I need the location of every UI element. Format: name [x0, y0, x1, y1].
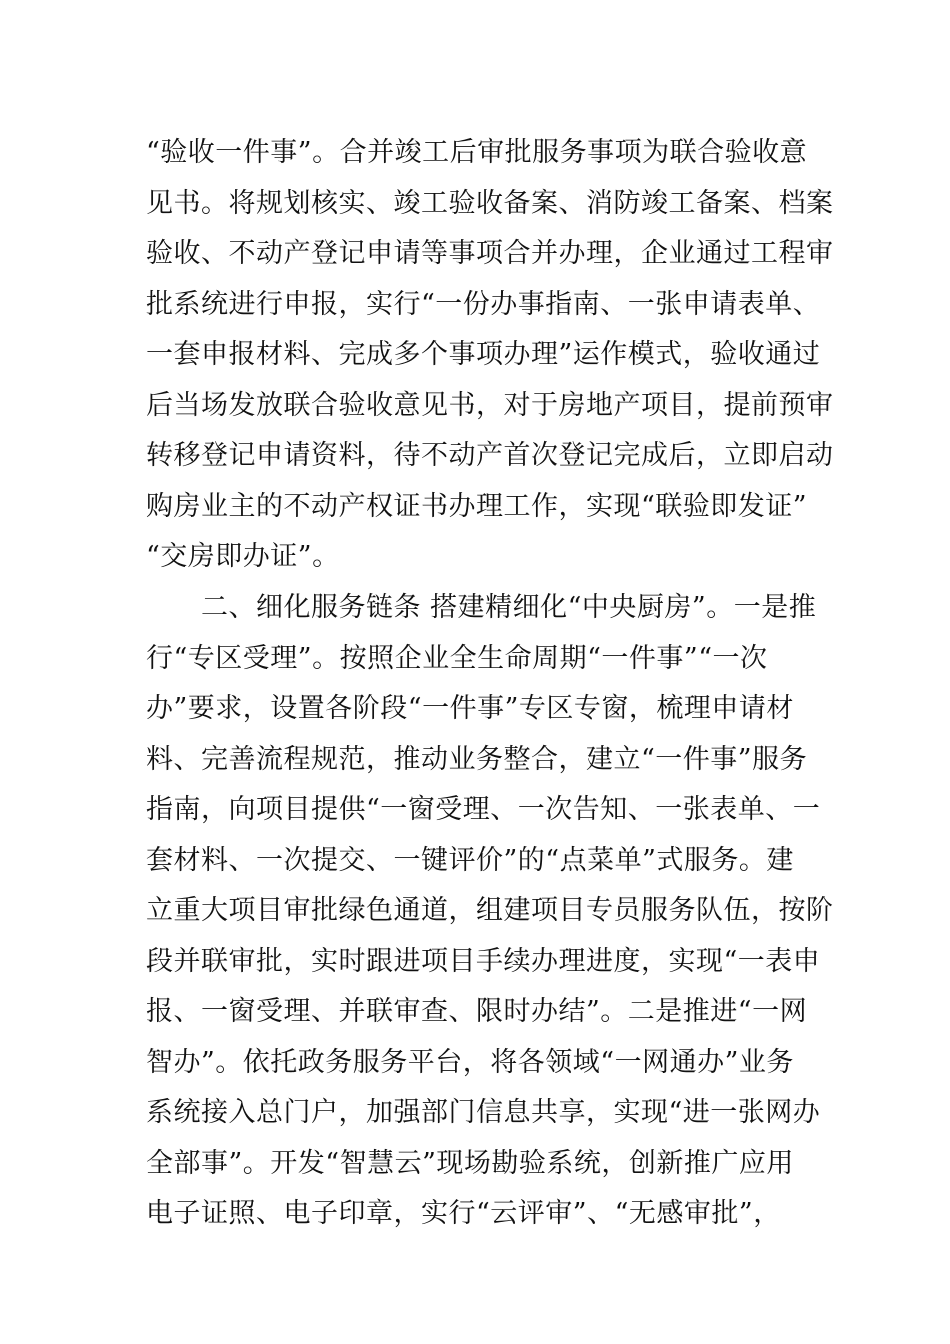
text-line: 系统接入总门户，加强部门信息共享，实现“进一张网办	[146, 1097, 821, 1128]
paragraph-continuation	[146, 128, 834, 583]
text-line: 电子证照、电子印章，实行“云评审”、“无感审批”，	[146, 1198, 781, 1229]
text-line: 验收、不动产登记申请等事项合并办理，企业通过工程审	[146, 238, 834, 269]
text-line: 行“专区受理”。按照企业全生命周期“一件事”“一次	[146, 642, 768, 674]
text-line: 套材料、一次提交、一键评价”的“点菜单”式服务。建	[146, 844, 794, 876]
text-line: 指南，向项目提供“一窗受理、一次告知、一张表单、一	[146, 794, 821, 825]
paragraph-section-two	[146, 583, 834, 1240]
text-line: 批系统进行申报，实行“一份办事指南、一张申请表单、	[146, 288, 821, 320]
section-heading-line: 二、细化服务链条 搭建精细化“中央厨房”。一是推	[146, 592, 817, 623]
text-line: 购房业主的不动产权证书办理工作，实现“联验即发证”	[146, 490, 808, 522]
text-line: 一套申报材料、完成多个事项办理”运作模式，验收通过	[146, 339, 821, 370]
text-line: “验收一件事”。合并竣工后审批服务事项为联合验收意	[146, 137, 808, 168]
text-line: 智办”。依托政务服务平台，将各领域“一网通办”业务	[146, 1046, 794, 1078]
text-line: 料、完善流程规范，推动业务整合，建立“一件事”服务	[146, 743, 808, 775]
text-line: “交房即办证”。	[146, 541, 340, 572]
text-line: 办”要求，设置各阶段“一件事”专区专窗，梳理申请材	[146, 693, 794, 724]
text-line: 后当场发放联合验收意见书，对于房地产项目，提前预审	[146, 389, 834, 421]
text-line: 转移登记申请资料，待不动产首次登记完成后，立即启动	[146, 440, 834, 471]
text-line: 见书。将规划核实、竣工验收备案、消防竣工备案、档案	[146, 187, 834, 219]
text-line: 全部事”。开发“智慧云”现场勘验系统，创新推广应用	[146, 1147, 794, 1179]
text-line: 立重大项目审批绿色通道，组建项目专员服务队伍，按阶	[146, 895, 834, 926]
text-line: 段并联审批，实时跟进项目手续办理进度，实现“一表申	[146, 945, 821, 977]
text-line: 报、一窗受理、并联审查、限时办结”。二是推进“一网	[146, 996, 808, 1027]
